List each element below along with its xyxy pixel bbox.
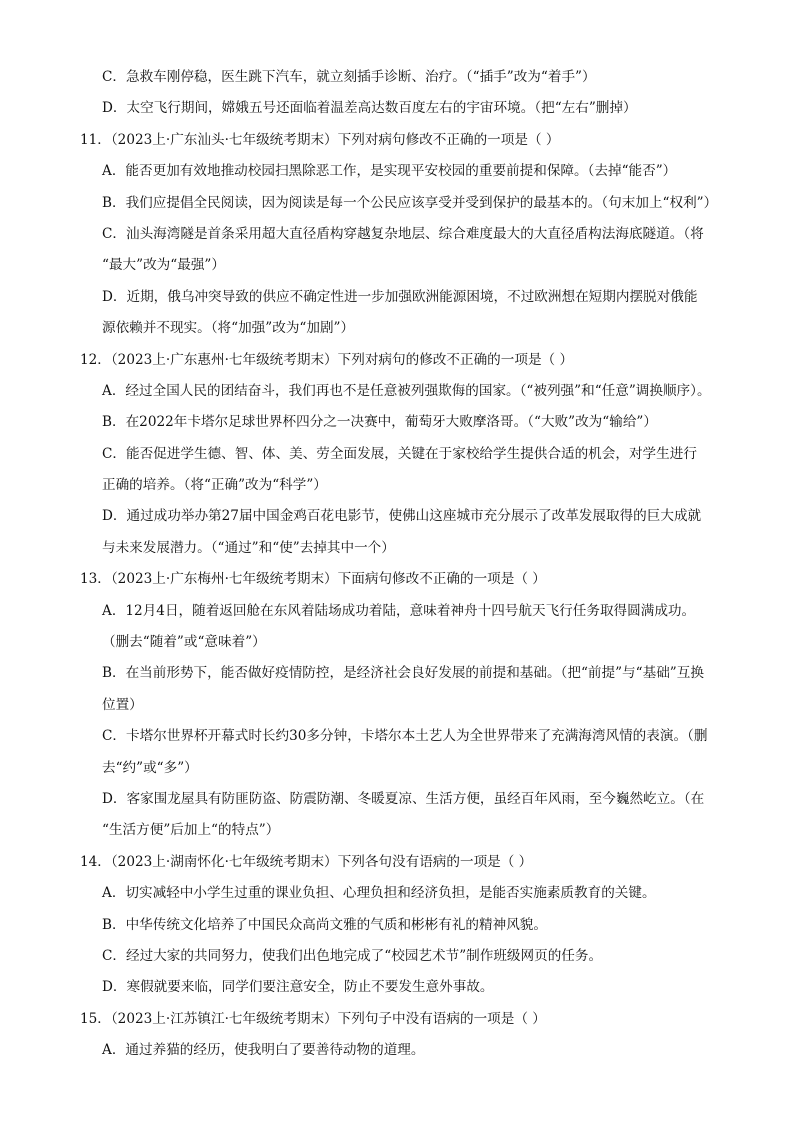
answer-option-line: B．我们应提倡全民阅读，因为阅读是每一个公民应该享受并受到保护的最基本的。（句末加上“权利”） [102,194,718,211]
answer-option-line: “最大”改为“最强”） [102,257,225,274]
question-stem: 11．（2023上·广东汕头·七年级统考期末）下列对病句修改不正确的一项是（ ） [80,131,560,148]
answer-option-line: C．急救车刚停稳，医生跳下汽车，就立刻插手诊断、治疗。（“插手”改为“着手”） [102,69,596,85]
answer-option-line: B．在当前形势下，能否做好疫情防控，是经济社会良好发展的前提和基础。（把“前提”与“基础”互换 [102,665,704,682]
answer-option-line: C．卡塔尔世界杯开幕式时长约30多分钟，卡塔尔本土艺人为全世界带来了充满海湾风情的表演。（删 [102,728,708,745]
answer-option-line: A．通过养猫的经历，使我明白了要善待动物的道理。 [102,1042,425,1059]
answer-option-line: A．12月4日，随着返回舱在东风着陆场成功着陆，意味着神舟十四号航天飞行任务取得圆满成功。 [102,602,696,619]
answer-option-line: “生活方便”后加上“的特点”） [102,822,280,839]
answer-option-line: 源依赖并不现实。（将“加强”改为“加剧”） [102,320,355,337]
question-stem: 13．（2023上·广东梅州·七年级统考期末）下面病句修改不正确的一项是（ ） [80,571,546,588]
answer-option-line: A．能否更加有效地推动校园扫黑除恶工作，是实现平安校园的重要前提和保障。（去掉“能否”） [102,163,677,180]
answer-option-line: C．能否促进学生德、智、体、美、劳全面发展，关键在于家校给学生提供合适的机会，对学生进行 [102,445,697,462]
question-stem: 15．（2023上·江苏镇江·七年级统考期末）下列句子中没有语病的一项是（ ） [80,1010,546,1027]
answer-option-line: 正确的培养。（将“正确”改为“科学”） [102,477,327,494]
question-stem: 12．（2023上·广东惠州·七年级统考期末）下列对病句的修改不正确的一项是（ ） [80,351,574,368]
question-stem: 14．（2023上·湖南怀化·七年级统考期末）下列各句没有语病的一项是（ ） [80,853,533,870]
answer-option-line: A．切实减轻中小学生过重的课业负担、心理负担和经济负担，是能否实施素质教育的关键。 [102,885,656,902]
answer-option-line: D．近期，俄乌冲突导致的供应不确定性进一步加强欧洲能源困境，不过欧洲想在短期内摆脱对俄能 [102,288,698,305]
answer-option-line: 与未来发展潜力。（“通过”和“使”去掉其中一个） [102,539,395,556]
answer-option-line: 去“约”或“多”） [102,759,198,776]
answer-option-line: （删去“随着”或“意味着”） [102,634,266,651]
answer-option-line: B．在2022年卡塔尔足球世界杯四分之一决赛中，葡萄牙大败摩洛哥。（“大败”改为“输给”） [102,414,657,431]
answer-option-line: D．寒假就要来临，同学们要注意安全，防止不要发生意外事故。 [102,979,494,996]
answer-option-line: C．经过大家的共同努力，使我们出色地完成了“校园艺术节”制作班级网页的任务。 [102,947,603,964]
answer-option-line: B．中华传统文化培养了中国民众高尚文雅的气质和彬彬有礼的精神风貌。 [102,916,547,933]
answer-option-line: 位置） [102,696,143,713]
answer-option-line: C．汕头海湾隧是首条采用超大直径盾构穿越复杂地层、综合难度最大的大直径盾构法海底隧道。（将 [102,225,704,242]
answer-option-line: D．太空飞行期间，嫦娥五号还面临着温差高达数百度左右的宇宙环境。（把“左右”删掉） [102,100,637,117]
answer-option-line: D．客家围龙屋具有防匪防盗、防震防潮、冬暖夏凉、生活方便，虽经百年风雨，至今巍然屹立。（在 [102,790,705,807]
answer-option-line: D．通过成功举办第27届中国金鸡百花电影节，使佛山这座城市充分展示了改革发展取得的巨大成就 [102,508,702,525]
answer-option-line: A．经过全国人民的团结奋斗，我们再也不是任意被列强欺侮的国家。（“被列强”和“任意”调换顺序）。 [102,382,711,399]
